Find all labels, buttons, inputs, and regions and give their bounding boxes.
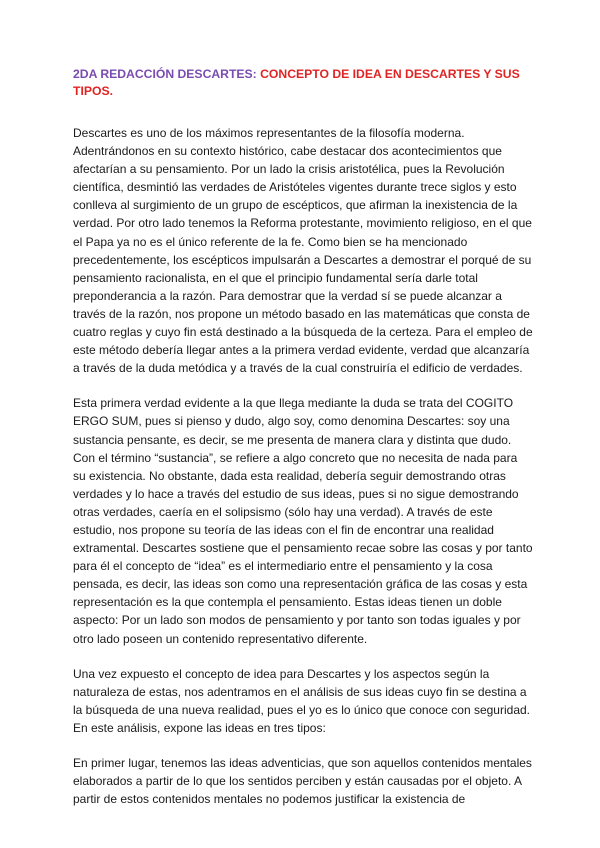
- heading-prefix: 2DA REDACCIÓN DESCARTES:: [73, 67, 261, 81]
- heading-title: CONCEPTO DE IDEA EN DESCARTES Y SUS TIPOS.: [73, 67, 520, 98]
- document-heading: [73, 66, 533, 100]
- paragraph-adventicias: En primer lugar, tenemos las ideas adventicias, que son aquellos contenidos mentales elaborados a partir de lo que los sentidos perciben y están causadas por el objeto. A partir de estos contenidos mentales no podemos justificar la existencia de: [73, 756, 532, 807]
- paragraph-analysis: Una vez expuesto el concepto de idea para Descartes y los aspectos según la naturaleza de estas, nos adentramos en el análisis de sus ideas cuyo fin se destina a la búsqueda de una nueva realidad, pues el yo es lo único que conoce con seguridad. En este análisis, expone las ideas en tres tipos:: [73, 666, 531, 735]
- document-page: [73, 66, 533, 825]
- paragraph-cogito: Esta primera verdad evidente a la que llega mediante la duda se trata del COGITO ERGO SUM, pues si pienso y dudo, algo soy, como denomina Descartes: soy una sustancia pensante, es decir, se me presenta de manera clara y distinta que dudo. Con el término “sustancia”, se refiere a algo concreto que no necesita de nada para su existencia. No obstante, dada esta realidad, debería seguir demostrando otras verdades y lo hace a través del estudio de sus ideas, pues si no sigue demostrando otras verdades, caería en el solipsismo (sólo hay una verdad). A través de este estudio, nos propone su teoría de las ideas con el fin de encontrar una realidad extramental. Descartes sostiene que el pensamiento recae sobre las cosas y por tanto para él el concepto de “idea” es el intermediario entre el pensamiento y la cosa pensada, es decir, las ideas son como una representación gráfica de las cosas y esta representación es la que contempla el pensamiento. Estas ideas tienen un doble aspecto: Por un lado son modos de pensamiento y por tanto son todas iguales y por otro lado poseen un contenido representativo diferente.: [73, 396, 533, 646]
- paragraph-intro: Descartes es uno de los máximos representantes de la filosofía moderna. Adentrándonos en su contexto histórico, cabe destacar dos acontecimientos que afectarían a su pensamiento. Por un lado la crisis aristotélica, pues la Revolución científica, desmintió las verdades de Aristóteles vigentes durante trece siglos y esto conlleva al surgimiento de un grupo de escépticos, que afirman la inexistencia de la verdad. Por otro lado tenemos la Reforma protestante, movimiento religioso, en el que el Papa ya no es el único referente de la fe. Como bien se ha mencionado precedentemente, los escépticos impulsarán a Descartes a demostrar el porqué de su pensamiento racionalista, en el que el principio fundamental sería darle total preponderancia a la razón. Para demostrar que la verdad sí se puede alcanzar a través de la razón, nos propone un método basado en las matemáticas que consta de cuatro reglas y cuyo fin está destinado a la búsqueda de la certeza. Para el empleo de este método debería llegar antes a la primera verdad evidente, verdad que alcanzaría a través de la duda metódica y a través de la cual construiría el edificio de verdades.: [73, 126, 533, 376]
